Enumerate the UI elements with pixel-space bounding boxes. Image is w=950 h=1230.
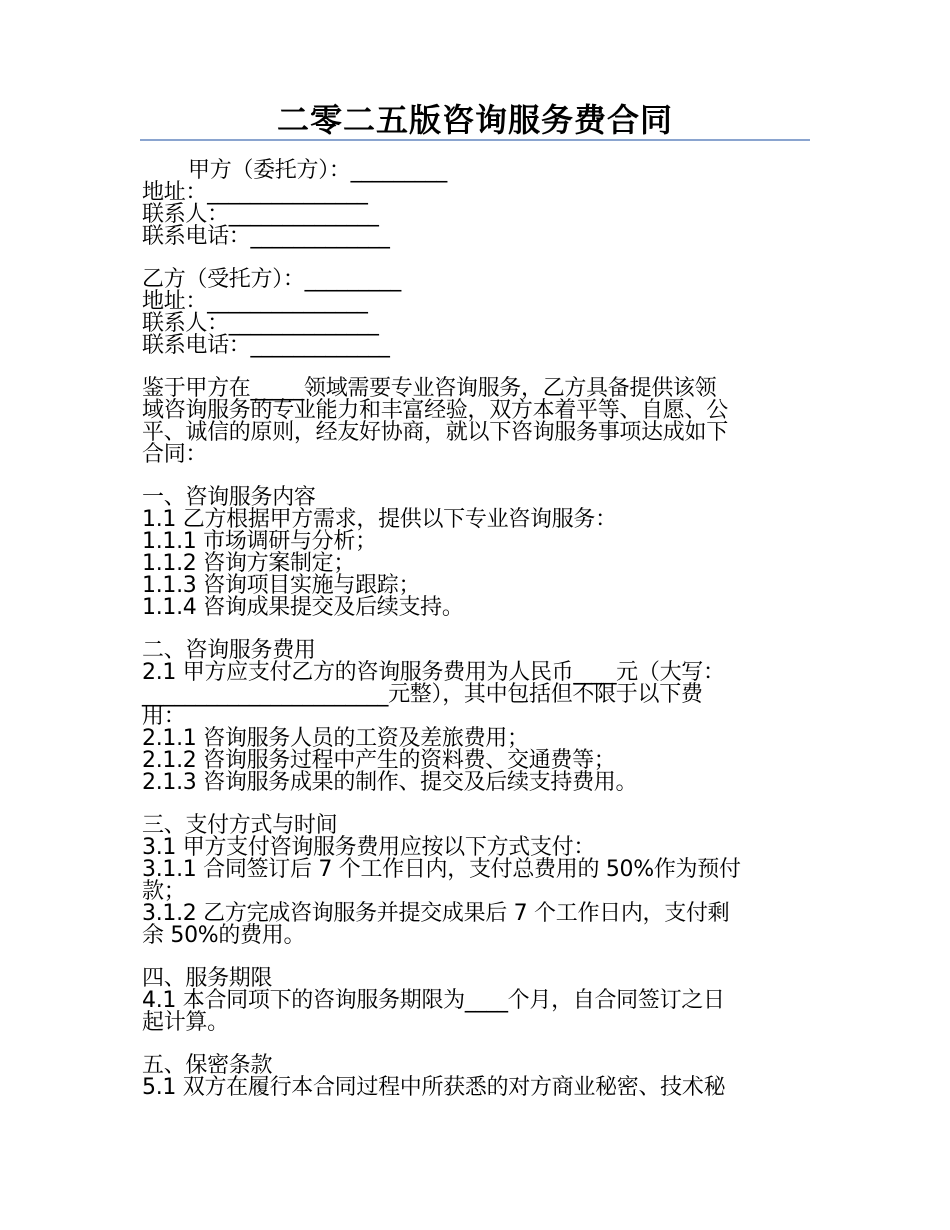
preamble-line: 平、诚信的原则，经友好协商，就以下咨询服务事项达成如下	[142, 420, 728, 445]
clause-line: 5.1 双方在履行本合同过程中所获悉的对方商业秘密、技术秘	[142, 1075, 726, 1100]
clause-line: 用：	[142, 704, 186, 729]
section-heading: 二、咨询服务费用	[142, 638, 316, 663]
clause-line: 款；	[142, 879, 186, 904]
clause-line: 2.1 甲方应支付乙方的咨询服务费用为人民币____元（大写：	[142, 660, 725, 685]
party-b-phone: 联系电话：_____________	[142, 333, 390, 358]
party-a-contact: 联系人：______________	[142, 202, 379, 227]
spacer	[142, 1034, 812, 1055]
spacer	[142, 248, 812, 269]
preamble-line: 合同：	[142, 442, 208, 467]
party-b-contact: 联系人：______________	[142, 311, 379, 336]
clause-line: 1.1.2 咨询方案制定；	[142, 551, 356, 576]
section-heading: 五、保密条款	[142, 1053, 273, 1078]
party-a-heading: 甲方（委托方）：_________	[188, 158, 447, 183]
section-heading: 三、支付方式与时间	[142, 813, 338, 838]
clause-line: 2.1.2 咨询服务过程中产生的资料费、交通费等；	[142, 748, 616, 773]
party-b-heading: 乙方（受托方）：_________	[142, 267, 401, 292]
section-heading: 一、咨询服务内容	[142, 485, 316, 510]
clause-line: 1.1.1 市场调研与分析；	[142, 529, 377, 554]
clause-line: 3.1 甲方支付咨询服务费用应按以下方式支付：	[142, 835, 596, 860]
spacer	[142, 619, 812, 640]
clause-line: 3.1.2 乙方完成咨询服务并提交成果后 7 个工作日内，支付剩	[142, 901, 730, 926]
clause-line: 4.1 本合同项下的咨询服务期限为____个月，自合同签订之日	[142, 988, 725, 1013]
section-heading: 四、服务期限	[142, 966, 273, 991]
title-underline	[140, 139, 810, 141]
clause-line: _______________________元整），其中包括但不限于以下费	[142, 682, 703, 707]
document-title: 二零二五版咨询服务费合同	[276, 101, 673, 139]
party-a-phone: 联系电话：_____________	[142, 224, 390, 249]
clause-line: 3.1.1 合同签订后 7 个工作日内，支付总费用的 50%作为预付	[142, 857, 741, 882]
clause-line: 2.1.1 咨询服务人员的工资及差旅费用；	[142, 726, 529, 751]
clause-line: 起计算。	[142, 1010, 229, 1035]
spacer	[142, 794, 812, 815]
party-b-address: 地址：_______________	[142, 289, 368, 314]
preamble-line: 鉴于甲方在_____领域需要专业咨询服务，乙方具备提供该领	[142, 376, 717, 401]
clause-line: 余 50%的费用。	[142, 923, 306, 948]
clause-line: 2.1.3 咨询服务成果的制作、提交及后续支持费用。	[142, 770, 638, 795]
spacer	[142, 466, 812, 487]
preamble-line: 域咨询服务的专业能力和丰富经验，双方本着平等、自愿、公	[142, 398, 728, 423]
clause-line: 1.1.3 咨询项目实施与跟踪；	[142, 573, 421, 598]
clause-line: 1.1 乙方根据甲方需求，提供以下专业咨询服务：	[142, 507, 617, 532]
document-body	[142, 160, 812, 1099]
clause-line: 1.1.4 咨询成果提交及后续支持。	[142, 595, 464, 620]
spacer	[142, 947, 812, 968]
spacer	[142, 357, 812, 378]
party-a-address: 地址：_______________	[142, 180, 368, 205]
